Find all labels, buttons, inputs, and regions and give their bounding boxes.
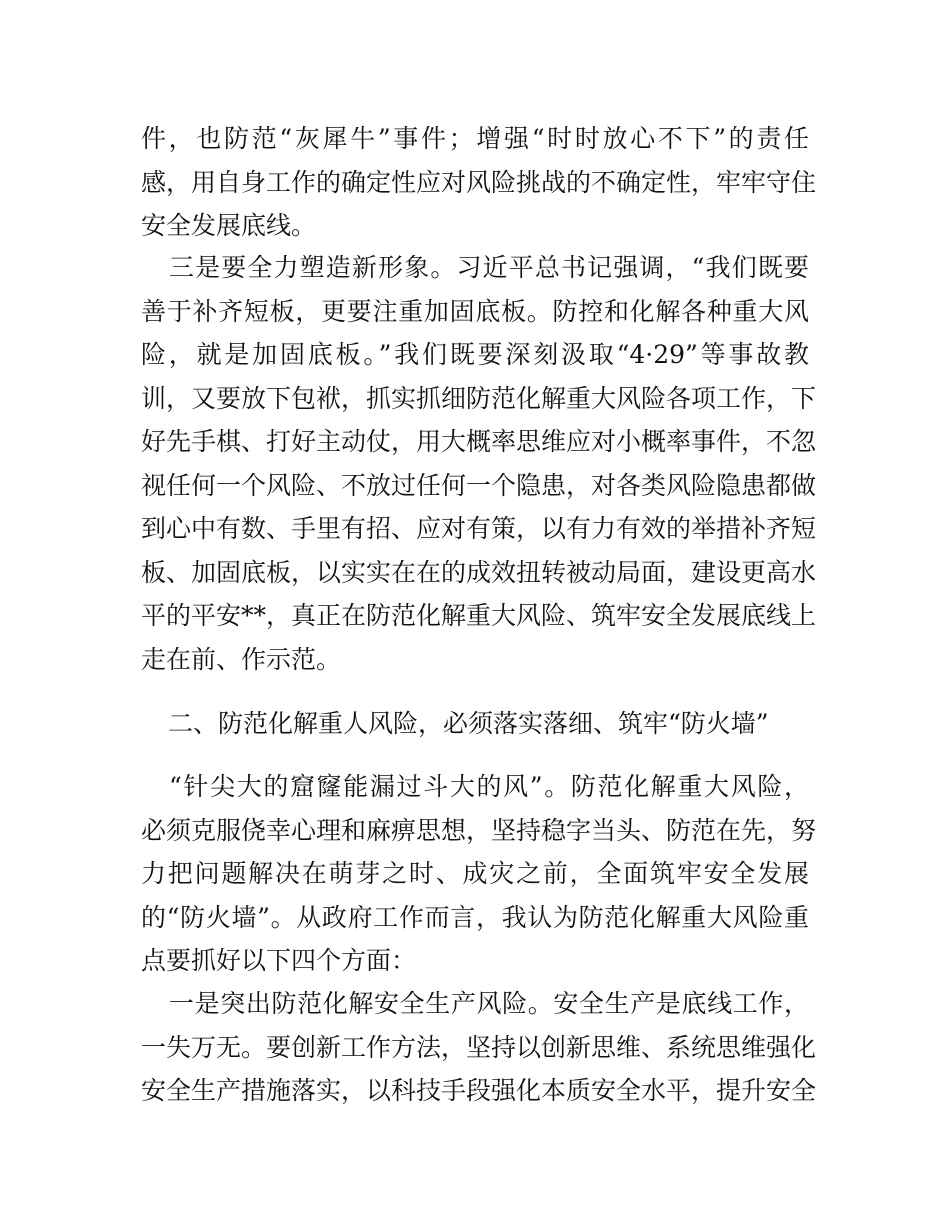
text-line: 力把问题解决在萌芽之时、成灾之前，全面筑牢安全发展 [141, 859, 809, 888]
text-line: 一失万无。要创新工作方法，坚持以创新思维、系统思维强化 [141, 1032, 817, 1062]
text-line: 件，也防范“灰犀牛”事件；增强“时时放心不下”的责任 [141, 124, 809, 153]
text-line: 安全发展底线。 [141, 211, 317, 240]
section-heading [141, 702, 809, 746]
paragraph-new-image [141, 246, 817, 681]
paragraph-safety-production [141, 982, 817, 1113]
text-line: “针尖大的窟窿能漏过斗大的风”。防范化解重大风险， [169, 772, 809, 801]
paragraph-firewall [141, 765, 817, 983]
text-line: 训，又要放下包袱，抓实抓细防范化解重大风险各项工作，下 [141, 383, 817, 413]
heading-line: 二、防范化解重人风险，必须落实落细、筑牢“防火墙” [168, 709, 769, 738]
text-line: 视任何一个风险、不放过任何一个隐患，对各类风险隐患都做 [141, 470, 817, 500]
text-line: 走在前、作示范。 [141, 644, 342, 674]
text-line: 安全生产措施落实，以科技手段强化本质安全水平，提升安全 [141, 1076, 817, 1105]
text-line: 必须克服侥幸心理和麻痹思想，坚持稳字当头、防范在先，努 [141, 815, 817, 845]
text-line: 板、加固底板，以实实在在的成效扭转被动局面，建设更高水 [141, 557, 817, 587]
text-line: 到心中有数、手里有招、应对有策，以有力有效的举措补齐短 [141, 514, 817, 543]
text-line: 一是突出防范化解安全生产风险。安全生产是底线工作， [169, 989, 809, 1018]
text-line: 好先手棋、打好主动仗，用大概率思维应对小概率事件，不忽 [141, 427, 817, 456]
text-line: 险，就是加固底板。”我们既要深刻汲取“4·29”等事故教 [141, 340, 809, 369]
text-line: 平的平安**，真正在防范化解重大风险、筑牢安全发展底线上 [141, 601, 817, 630]
text-line: 的“防火墙”。从政府工作而言，我认为防范化解重大风险重 [141, 902, 809, 932]
paragraph-continuation [141, 117, 817, 248]
text-line: 善于补齐短板，更要注重加固底板。防控和化解各种重大风 [141, 296, 809, 326]
text-line: 感，用自身工作的确定性应对风险挑战的不确定性，牢牢守住 [141, 167, 817, 197]
text-line: 三是要全力塑造新形象。习近平总书记强调，“我们既要 [169, 253, 809, 282]
text-line: 点要抓好以下四个方面： [141, 946, 417, 975]
